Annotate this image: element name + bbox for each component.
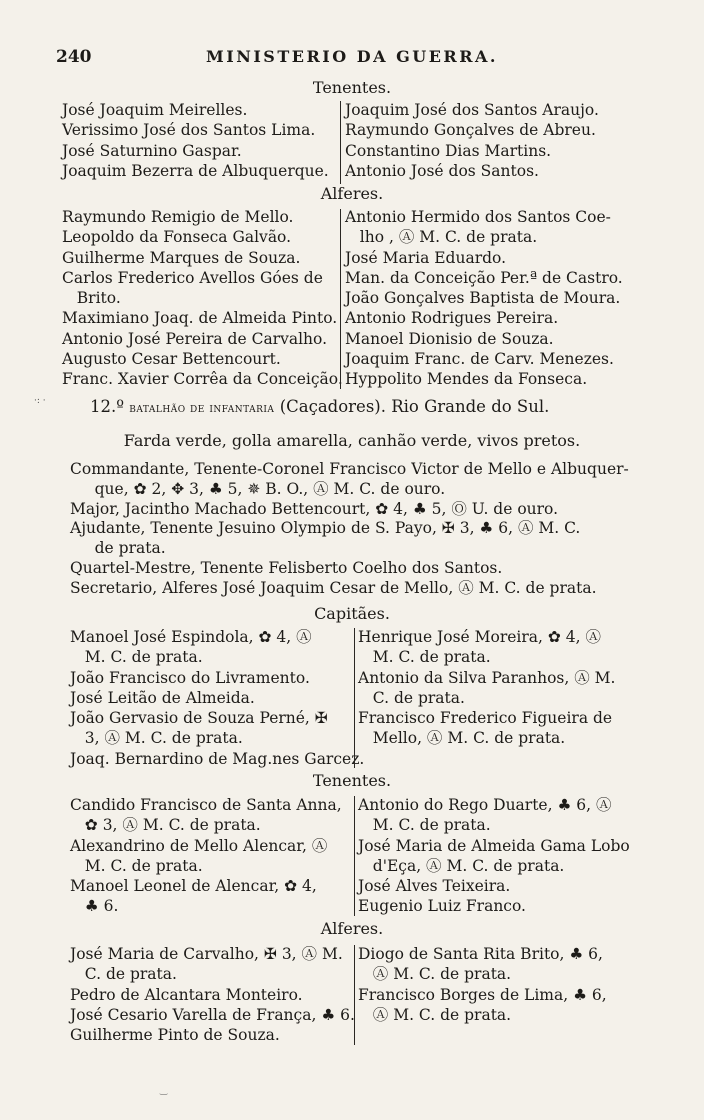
entry-line: Pedro de Alcantara Monteiro. [70,985,303,1004]
alferes2-left-list [70,944,355,1045]
entry-line: Commandante, Tenente-Coronel Francisco Victor de Mello e Albuquer- [70,460,629,478]
tenentes2-left-list [70,795,342,917]
entry-line: Constantino Dias Martins. [345,141,552,160]
entry-line: Guilherme Pinto de Souza. [70,1026,280,1045]
section-heading-alferes: Alferes. [320,184,384,203]
entry-line: Manoel Dionisio de Souza. [345,329,554,348]
entry-line: Joaquim Bezerra de Albuquerque. [62,161,329,180]
entry-line: Eugenio Luiz Franco. [358,897,526,916]
capitaes-right-list [358,627,615,749]
print-smudge: ‿ [160,1086,168,1096]
entry-line: Antonio José Pereira de Carvalho. [62,329,328,348]
entry-line: ✿ 3, Ⓐ M. C. de prata. [70,816,261,835]
entry-line: Secretario, Alferes José Joaquim Cesar de Mello, Ⓐ M. C. de prata. [70,578,597,597]
entry-line: lho , Ⓐ M. C. de prata. [345,228,538,247]
battalion-location: (Caçadores). Rio Grande do Sul. [279,397,550,416]
alferes-left-list [62,207,343,390]
entry-line: Joaquim José dos Santos Araujo. [345,101,599,119]
entry-line: Candido Francisco de Santa Anna, [70,796,342,814]
alferes2-right-list [358,944,607,1025]
entry-line: C. de prata. [358,688,465,707]
entry-line: Raymundo Gonçalves de Abreu. [345,121,596,140]
entry-line: Antonio Hermido dos Santos Coe- [345,208,611,226]
entry-line: Man. da Conceição Per.ª de Castro. [345,268,623,287]
entry-line: Manoel Leonel de Alencar, ✿ 4, [70,877,317,896]
capitaes-left-list [70,627,364,769]
entry-line: Franc. Xavier Corrêa da Conceição. [62,370,343,389]
entry-line: Joaq. Bernardino de Mag.nes Garcez. [70,749,365,768]
entry-line: Manoel José Espindola, ✿ 4, Ⓐ [70,628,312,646]
uniform-description: Farda verde, golla amarella, canhão verde, vivos pretos. [123,431,581,450]
section-heading-tenentes: Tenentes. [312,78,392,97]
entry-line: José Maria Eduardo. [345,248,507,267]
entry-line: José Joaquim Meirelles. [62,101,248,119]
entry-line: 3, Ⓐ M. C. de prata. [70,729,243,748]
print-smudge: ·: · [34,396,46,406]
entry-line: M. C. de prata. [70,648,203,667]
tenentes-left-list [62,100,329,181]
entry-line: Guilherme Marques de Souza. [62,248,301,267]
entry-line: Diogo de Santa Rita Brito, ♣ 6, [358,945,603,963]
entry-line: Hyppolito Mendes da Fonseca. [345,370,588,389]
entry-line: José Maria de Almeida Gama Lobo [358,836,630,855]
alferes-right-list [345,207,623,390]
staff-list [70,460,629,599]
entry-line: José Cesario Varella de França, ♣ 6. [70,1005,355,1024]
entry-line: Verissimo José dos Santos Lima. [62,121,316,140]
column-divider [354,796,355,916]
entry-line: José Maria de Carvalho, ✠ 3, Ⓐ M. [70,945,343,963]
battalion-heading [90,397,549,416]
column-divider [340,101,341,184]
entry-line: Alexandrino de Mello Alencar, Ⓐ [70,836,328,855]
entry-line: Raymundo Remigio de Mello. [62,208,294,226]
entry-line: Ajudante, Tenente Jesuino Olympio de S. Payo, ✠ 3, ♣ 6, Ⓐ M. C. [70,519,581,538]
section-heading-tenentes-2: Tenentes. [312,771,392,790]
battalion-number: 12.º [90,397,124,416]
page-number: 240 [56,47,92,67]
entry-line: José Leitão de Almeida. [70,688,255,707]
entry-line: Antonio José dos Santos. [345,161,539,180]
entry-line: M. C. de prata. [358,648,491,667]
entry-line: de prata. [70,539,166,558]
entry-line: Quartel-Mestre, Tenente Felisberto Coelho dos Santos. [70,558,503,577]
column-divider [340,209,341,389]
entry-line: Joaquim Franc. de Carv. Menezes. [345,350,614,369]
entry-line: João Gonçalves Baptista de Moura. [345,289,621,308]
entry-line: Antonio do Rego Duarte, ♣ 6, Ⓐ [358,796,612,814]
tenentes2-right-list [358,795,630,917]
column-divider [354,945,355,1045]
entry-line: Ⓐ M. C. de prata. [358,965,512,984]
entry-line: Maximiano Joaq. de Almeida Pinto. [62,309,338,328]
entry-line: João Gervasio de Souza Perné, ✠ [70,709,328,728]
entry-line: M. C. de prata. [70,856,203,875]
entry-line: Augusto Cesar Bettencourt. [62,350,281,369]
column-divider [354,628,355,768]
entry-line: Francisco Frederico Figueira de [358,709,613,728]
entry-line: Major, Jacintho Machado Bettencourt, ✿ 4, ♣ 5, Ⓞ U. de ouro. [70,499,559,518]
section-heading-capitaes: Capitães. [314,604,390,623]
entry-line: José Saturnino Gaspar. [62,141,242,160]
entry-line: que, ✿ 2, ✥ 3, ♣ 5, ✵ B. O., Ⓐ M. C. de ouro. [70,479,446,498]
running-title: MINISTERIO DA GUERRA. [206,47,498,66]
entry-line: Antonio Rodrigues Pereira. [345,309,559,328]
entry-line: M. C. de prata. [358,816,491,835]
section-heading-alferes-2: Alferes. [320,919,384,938]
battalion-name: batalhão de infantaria [129,400,275,415]
entry-line: d'Eça, Ⓐ M. C. de prata. [358,856,565,875]
tenentes-right-list [345,100,599,181]
entry-line: Antonio da Silva Paranhos, Ⓐ M. [358,668,616,687]
entry-line: C. de prata. [70,965,177,984]
entry-line: Leopoldo da Fonseca Galvão. [62,228,292,247]
entry-line: Mello, Ⓐ M. C. de prata. [358,729,566,748]
entry-line: Carlos Frederico Avellos Góes de [62,268,323,287]
entry-line: Henrique José Moreira, ✿ 4, Ⓐ [358,628,602,646]
entry-line: José Alves Teixeira. [358,877,511,896]
entry-line: Brito. [62,289,121,308]
entry-line: ♣ 6. [70,897,119,916]
entry-line: João Francisco do Livramento. [70,668,310,687]
entry-line: Francisco Borges de Lima, ♣ 6, [358,985,607,1004]
entry-line: Ⓐ M. C. de prata. [358,1005,512,1024]
page-header [56,47,656,73]
